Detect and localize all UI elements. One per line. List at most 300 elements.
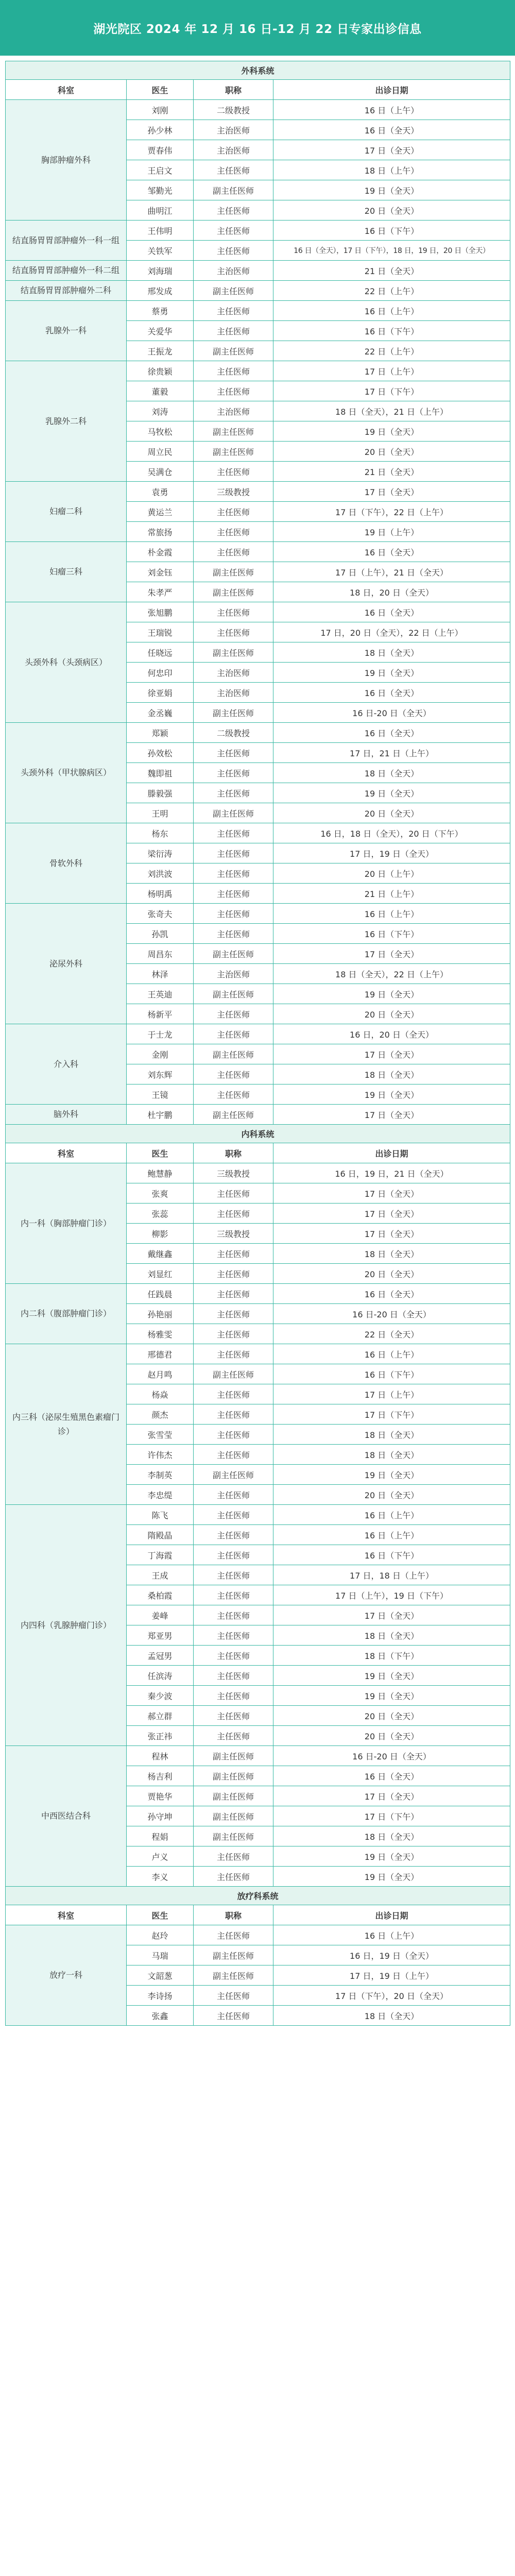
doctor-title: 副主任医师 <box>194 944 273 964</box>
doctor-title: 主任医师 <box>194 884 273 904</box>
doctor-name: 杨雅雯 <box>127 1324 194 1344</box>
doctor-name: 关爱华 <box>127 321 194 341</box>
clinic-dates: 16 日（全天） <box>273 683 510 703</box>
doctor-title: 主任医师 <box>194 160 273 180</box>
department-name: 胸部肿瘤外科 <box>6 100 127 221</box>
schedule-table <box>5 61 510 2026</box>
clinic-dates: 16 日（全天） <box>273 1284 510 1304</box>
system-row <box>6 1887 510 1905</box>
table-row <box>6 301 510 321</box>
header-dates: 出诊日期 <box>273 1143 510 1163</box>
doctor-title: 主任医师 <box>194 1867 273 1887</box>
doctor-title: 副主任医师 <box>194 442 273 462</box>
header-dept: 科室 <box>6 80 127 100</box>
clinic-dates: 17 日，19 日（全天） <box>273 843 510 863</box>
clinic-dates: 19 日（上午） <box>273 522 510 542</box>
doctor-name: 梁衍涛 <box>127 843 194 863</box>
clinic-dates: 17 日，19 日（上午） <box>273 1965 510 1986</box>
department-name: 结直肠胃胃部肿瘤外二科 <box>6 281 127 301</box>
clinic-dates: 18 日（下午） <box>273 1646 510 1666</box>
clinic-dates: 18 日（全天） <box>273 642 510 663</box>
clinic-dates: 16 日-20 日（全天） <box>273 703 510 723</box>
doctor-name: 李义 <box>127 1867 194 1887</box>
table-row <box>6 361 510 381</box>
doctor-title: 主任医师 <box>194 1244 273 1264</box>
clinic-dates: 16 日（上午） <box>273 100 510 120</box>
clinic-dates: 18 日（全天），21 日（上午） <box>273 401 510 421</box>
doctor-title: 主治医师 <box>194 120 273 140</box>
clinic-dates: 20 日（全天） <box>273 1485 510 1505</box>
doctor-name: 黄运兰 <box>127 502 194 522</box>
doctor-name: 赵玲 <box>127 1925 194 1945</box>
doctor-name: 杜宇鹏 <box>127 1105 194 1125</box>
clinic-dates: 19 日（全天） <box>273 1666 510 1686</box>
doctor-title: 主治医师 <box>194 683 273 703</box>
doctor-name: 董毅 <box>127 381 194 401</box>
clinic-dates: 19 日（全天） <box>273 1465 510 1485</box>
clinic-dates: 20 日（全天） <box>273 1004 510 1024</box>
doctor-title: 主任医师 <box>194 502 273 522</box>
doctor-name: 魏即祖 <box>127 763 194 783</box>
doctor-title: 二级教授 <box>194 723 273 743</box>
department-name: 妇瘤三科 <box>6 542 127 602</box>
clinic-dates: 18 日，20 日（全天） <box>273 582 510 602</box>
doctor-title: 主任医师 <box>194 1666 273 1686</box>
doctor-name: 于士龙 <box>127 1024 194 1044</box>
table-row <box>6 602 510 622</box>
department-name: 乳腺外二科 <box>6 361 127 482</box>
clinic-dates: 18 日（全天） <box>273 1625 510 1646</box>
system-row <box>6 1125 510 1143</box>
doctor-name: 朴金霞 <box>127 542 194 562</box>
clinic-dates: 16 日，18 日（全天），20 日（下午） <box>273 823 510 843</box>
table-row <box>6 1163 510 1183</box>
doctor-name: 陈飞 <box>127 1505 194 1525</box>
schedule-body <box>6 61 510 2026</box>
doctor-title: 主任医师 <box>194 783 273 803</box>
doctor-name: 刘海瑞 <box>127 261 194 281</box>
doctor-title: 副主任医师 <box>194 703 273 723</box>
doctor-title: 副主任医师 <box>194 1105 273 1125</box>
header-dates: 出诊日期 <box>273 1905 510 1925</box>
doctor-name: 金刚 <box>127 1044 194 1064</box>
department-name: 内四科（乳腺肿瘤门诊） <box>6 1505 127 1746</box>
department-name: 头颈外科（头颈病区） <box>6 602 127 723</box>
clinic-dates: 16 日（上午） <box>273 1344 510 1364</box>
header-dates: 出诊日期 <box>273 80 510 100</box>
clinic-dates: 19 日（全天） <box>273 663 510 683</box>
doctor-name: 任践晨 <box>127 1284 194 1304</box>
schedule-container <box>5 61 510 2026</box>
doctor-title: 主任医师 <box>194 843 273 863</box>
department-name: 结直肠胃胃部肿瘤外一科一组 <box>6 221 127 261</box>
clinic-dates: 17 日（上午） <box>273 1384 510 1404</box>
header-title: 职称 <box>194 1905 273 1925</box>
header-dept: 科室 <box>6 1143 127 1163</box>
doctor-name: 王启文 <box>127 160 194 180</box>
clinic-dates: 16 日（全天） <box>273 120 510 140</box>
doctor-name: 刘涛 <box>127 401 194 421</box>
clinic-dates: 17 日（全天） <box>273 1183 510 1204</box>
clinic-dates: 20 日（全天） <box>273 803 510 823</box>
table-header-row <box>6 1905 510 1925</box>
doctor-name: 贾艳华 <box>127 1786 194 1806</box>
table-row <box>6 1505 510 1525</box>
doctor-title: 二级教授 <box>194 100 273 120</box>
clinic-dates: 22 日（全天） <box>273 1324 510 1344</box>
department-name: 内三科（泌尿生殖黑色素瘤门诊） <box>6 1344 127 1505</box>
doctor-name: 袁勇 <box>127 482 194 502</box>
doctor-name: 马牧松 <box>127 421 194 442</box>
doctor-title: 主任医师 <box>194 1925 273 1945</box>
department-name: 放疗一科 <box>6 1925 127 2026</box>
clinic-dates: 18 日（全天），22 日（上午） <box>273 964 510 984</box>
doctor-title: 副主任医师 <box>194 1786 273 1806</box>
doctor-name: 刘刚 <box>127 100 194 120</box>
table-row <box>6 221 510 241</box>
table-row <box>6 1746 510 1766</box>
clinic-dates: 21 日（全天） <box>273 462 510 482</box>
doctor-title: 主任医师 <box>194 924 273 944</box>
doctor-title: 副主任医师 <box>194 1364 273 1384</box>
doctor-title: 副主任医师 <box>194 1746 273 1766</box>
doctor-title: 主任医师 <box>194 763 273 783</box>
doctor-title: 主任医师 <box>194 321 273 341</box>
doctor-name: 赵月鸣 <box>127 1364 194 1384</box>
doctor-title: 主任医师 <box>194 1986 273 2006</box>
doctor-title: 主任医师 <box>194 1384 273 1404</box>
clinic-dates: 18 日（全天） <box>273 2006 510 2026</box>
doctor-title: 副主任医师 <box>194 642 273 663</box>
doctor-title: 主任医师 <box>194 863 273 884</box>
doctor-title: 主任医师 <box>194 462 273 482</box>
doctor-title: 主任医师 <box>194 522 273 542</box>
doctor-title: 副主任医师 <box>194 562 273 582</box>
table-row <box>6 1925 510 1945</box>
doctor-name: 周昌东 <box>127 944 194 964</box>
doctor-name: 贾春伟 <box>127 140 194 160</box>
doctor-name: 邹勤光 <box>127 180 194 200</box>
clinic-dates: 18 日（全天） <box>273 1826 510 1846</box>
clinic-dates: 16 日，19 日，21 日（全天） <box>273 1163 510 1183</box>
clinic-dates: 16 日（全天） <box>273 602 510 622</box>
header-doctor: 医生 <box>127 1143 194 1163</box>
doctor-name: 程娟 <box>127 1826 194 1846</box>
doctor-name: 程林 <box>127 1746 194 1766</box>
table-row <box>6 100 510 120</box>
clinic-dates: 17 日（上午），21 日（全天） <box>273 562 510 582</box>
doctor-title: 主任医师 <box>194 1565 273 1585</box>
doctor-name: 常旅扬 <box>127 522 194 542</box>
doctor-name: 刘洪波 <box>127 863 194 884</box>
doctor-title: 主任医师 <box>194 301 273 321</box>
doctor-title: 主任医师 <box>194 1425 273 1445</box>
doctor-name: 金丞巍 <box>127 703 194 723</box>
system-name: 外科系统 <box>6 61 510 80</box>
department-name: 介入科 <box>6 1024 127 1105</box>
clinic-dates: 20 日（全天） <box>273 1706 510 1726</box>
header-doctor: 医生 <box>127 80 194 100</box>
clinic-dates: 18 日（全天） <box>273 1064 510 1084</box>
doctor-name: 秦少波 <box>127 1686 194 1706</box>
clinic-dates: 22 日（上午） <box>273 281 510 301</box>
table-row <box>6 1024 510 1044</box>
doctor-name: 王瑞锐 <box>127 622 194 642</box>
doctor-title: 副主任医师 <box>194 341 273 361</box>
doctor-name: 孙效松 <box>127 743 194 763</box>
doctor-title: 主任医师 <box>194 1445 273 1465</box>
clinic-dates: 17 日（全天） <box>273 1605 510 1625</box>
clinic-dates: 17 日（全天） <box>273 1786 510 1806</box>
doctor-name: 王成 <box>127 1565 194 1585</box>
doctor-name: 卢义 <box>127 1846 194 1867</box>
doctor-name: 李忠缇 <box>127 1485 194 1505</box>
clinic-dates: 19 日（全天） <box>273 984 510 1004</box>
doctor-title: 副主任医师 <box>194 803 273 823</box>
doctor-title: 主任医师 <box>194 1024 273 1044</box>
doctor-title: 主任医师 <box>194 381 273 401</box>
clinic-dates: 21 日（全天） <box>273 261 510 281</box>
table-row <box>6 823 510 843</box>
doctor-name: 张爽 <box>127 1183 194 1204</box>
doctor-title: 主任医师 <box>194 1585 273 1605</box>
clinic-dates: 16 日，19 日（全天） <box>273 1945 510 1965</box>
clinic-dates: 19 日（全天） <box>273 1084 510 1105</box>
clinic-dates: 19 日（全天） <box>273 1686 510 1706</box>
doctor-name: 孙凯 <box>127 924 194 944</box>
doctor-title: 主任医师 <box>194 1706 273 1726</box>
clinic-dates: 17 日，18 日（上午） <box>273 1565 510 1585</box>
doctor-name: 戴继鑫 <box>127 1244 194 1264</box>
doctor-name: 鲍慧静 <box>127 1163 194 1183</box>
doctor-title: 主任医师 <box>194 602 273 622</box>
clinic-dates: 16 日（上午） <box>273 1505 510 1525</box>
clinic-dates: 18 日（全天） <box>273 1445 510 1465</box>
clinic-dates: 19 日（全天） <box>273 421 510 442</box>
doctor-name: 蔡勇 <box>127 301 194 321</box>
doctor-name: 张奇夫 <box>127 904 194 924</box>
doctor-name: 任滨涛 <box>127 1666 194 1686</box>
doctor-name: 杨东 <box>127 823 194 843</box>
doctor-title: 主任医师 <box>194 1204 273 1224</box>
doctor-name: 孙艳丽 <box>127 1304 194 1324</box>
doctor-name: 张鑫 <box>127 2006 194 2026</box>
doctor-name: 孙少林 <box>127 120 194 140</box>
doctor-title: 副主任医师 <box>194 1044 273 1064</box>
doctor-title: 主任医师 <box>194 1505 273 1525</box>
clinic-dates: 16 日（下午） <box>273 1364 510 1384</box>
doctor-title: 副主任医师 <box>194 1826 273 1846</box>
doctor-name: 何忠印 <box>127 663 194 683</box>
clinic-dates: 17 日（上午） <box>273 361 510 381</box>
clinic-dates: 17 日（全天） <box>273 1044 510 1064</box>
doctor-title: 副主任医师 <box>194 984 273 1004</box>
system-name: 放疗科系统 <box>6 1887 510 1905</box>
clinic-dates: 19 日（全天） <box>273 1867 510 1887</box>
doctor-title: 主任医师 <box>194 1304 273 1324</box>
system-row <box>6 61 510 80</box>
doctor-name: 郑亚男 <box>127 1625 194 1646</box>
clinic-dates: 16 日（上午） <box>273 1925 510 1945</box>
clinic-dates: 17 日（下午） <box>273 381 510 401</box>
table-row <box>6 904 510 924</box>
doctor-title: 副主任医师 <box>194 1945 273 1965</box>
doctor-title: 主任医师 <box>194 1064 273 1084</box>
clinic-dates: 17 日（上午），19 日（下午） <box>273 1585 510 1605</box>
doctor-title: 主任医师 <box>194 1485 273 1505</box>
doctor-title: 主治医师 <box>194 140 273 160</box>
department-name: 内一科（胸部肿瘤门诊） <box>6 1163 127 1284</box>
doctor-name: 林泽 <box>127 964 194 984</box>
doctor-title: 主任医师 <box>194 1726 273 1746</box>
doctor-name: 徐亚娟 <box>127 683 194 703</box>
doctor-name: 张雪莹 <box>127 1425 194 1445</box>
clinic-dates: 22 日（上午） <box>273 341 510 361</box>
doctor-name: 杨焱 <box>127 1384 194 1404</box>
clinic-dates: 20 日（上午） <box>273 863 510 884</box>
clinic-dates: 17 日（下午） <box>273 1806 510 1826</box>
doctor-name: 张正祎 <box>127 1726 194 1746</box>
doctor-title: 副主任医师 <box>194 421 273 442</box>
doctor-name: 丁海霞 <box>127 1545 194 1565</box>
doctor-title: 主任医师 <box>194 1404 273 1425</box>
doctor-title: 三级教授 <box>194 482 273 502</box>
clinic-dates: 17 日，21 日（上午） <box>273 743 510 763</box>
header-doctor: 医生 <box>127 1905 194 1925</box>
clinic-dates: 18 日（全天） <box>273 1244 510 1264</box>
clinic-dates: 20 日（全天） <box>273 1726 510 1746</box>
doctor-title: 三级教授 <box>194 1163 273 1183</box>
doctor-title: 主任医师 <box>194 542 273 562</box>
clinic-dates: 16 日（下午） <box>273 1545 510 1565</box>
clinic-dates: 17 日（全天） <box>273 1105 510 1125</box>
doctor-title: 三级教授 <box>194 1224 273 1244</box>
doctor-name: 关铁军 <box>127 241 194 261</box>
department-name: 头颈外科（甲状腺病区） <box>6 723 127 823</box>
doctor-name: 刘显红 <box>127 1264 194 1284</box>
table-row <box>6 1105 510 1125</box>
doctor-name: 姜峰 <box>127 1605 194 1625</box>
doctor-title: 主任医师 <box>194 200 273 221</box>
clinic-dates: 19 日（全天） <box>273 180 510 200</box>
clinic-dates: 17 日（全天） <box>273 140 510 160</box>
clinic-dates: 16 日（上午） <box>273 1525 510 1545</box>
table-header-row <box>6 80 510 100</box>
clinic-dates: 16 日（全天），17 日（下午），18 日，19 日，20 日（全天） <box>273 241 510 261</box>
doctor-name: 王英迪 <box>127 984 194 1004</box>
doctor-title: 主任医师 <box>194 823 273 843</box>
title-bar <box>0 0 515 56</box>
doctor-title: 主任医师 <box>194 1525 273 1545</box>
clinic-dates: 18 日（全天） <box>273 763 510 783</box>
doctor-name: 邢德君 <box>127 1344 194 1364</box>
clinic-dates: 16 日（上午） <box>273 301 510 321</box>
clinic-dates: 17 日（全天） <box>273 1204 510 1224</box>
doctor-name: 徐贵颖 <box>127 361 194 381</box>
clinic-dates: 17 日，20 日（全天），22 日（上午） <box>273 622 510 642</box>
doctor-name: 刘金钰 <box>127 562 194 582</box>
clinic-dates: 20 日（全天） <box>273 200 510 221</box>
doctor-name: 杨明禹 <box>127 884 194 904</box>
doctor-name: 李诗扬 <box>127 1986 194 2006</box>
header-dept: 科室 <box>6 1905 127 1925</box>
doctor-title: 主任医师 <box>194 1686 273 1706</box>
doctor-title: 主任医师 <box>194 361 273 381</box>
doctor-title: 主任医师 <box>194 1646 273 1666</box>
clinic-dates: 16 日（下午） <box>273 321 510 341</box>
doctor-title: 副主任医师 <box>194 1965 273 1986</box>
clinic-dates: 16 日（全天） <box>273 1766 510 1786</box>
doctor-title: 副主任医师 <box>194 180 273 200</box>
doctor-title: 主任医师 <box>194 904 273 924</box>
clinic-dates: 18 日（上午） <box>273 160 510 180</box>
doctor-title: 主任医师 <box>194 1625 273 1646</box>
doctor-title: 主任医师 <box>194 1846 273 1867</box>
doctor-title: 主任医师 <box>194 1084 273 1105</box>
doctor-name: 张蕊 <box>127 1204 194 1224</box>
clinic-dates: 17 日（全天） <box>273 1224 510 1244</box>
doctor-name: 王镜 <box>127 1084 194 1105</box>
doctor-title: 主任医师 <box>194 1183 273 1204</box>
clinic-dates: 16 日-20 日（全天） <box>273 1746 510 1766</box>
doctor-name: 任晓远 <box>127 642 194 663</box>
doctor-name: 曲明江 <box>127 200 194 221</box>
doctor-title: 副主任医师 <box>194 582 273 602</box>
doctor-name: 李制英 <box>127 1465 194 1485</box>
table-header-row <box>6 1143 510 1163</box>
doctor-name: 滕毅强 <box>127 783 194 803</box>
doctor-name: 文韶葱 <box>127 1965 194 1986</box>
doctor-title: 主任医师 <box>194 1284 273 1304</box>
doctor-name: 孙守坤 <box>127 1806 194 1826</box>
table-row <box>6 1344 510 1364</box>
clinic-dates: 17 日（下午），20 日（全天） <box>273 1986 510 2006</box>
clinic-dates: 18 日（全天） <box>273 1425 510 1445</box>
doctor-title: 主任医师 <box>194 743 273 763</box>
doctor-name: 郑颖 <box>127 723 194 743</box>
doctor-title: 主任医师 <box>194 1545 273 1565</box>
clinic-dates: 19 日（全天） <box>273 1846 510 1867</box>
clinic-dates: 16 日，20 日（全天） <box>273 1024 510 1044</box>
header-title: 职称 <box>194 1143 273 1163</box>
table-row <box>6 542 510 562</box>
doctor-title: 主治医师 <box>194 261 273 281</box>
clinic-dates: 20 日（全天） <box>273 442 510 462</box>
header-title: 职称 <box>194 80 273 100</box>
clinic-dates: 17 日（全天） <box>273 482 510 502</box>
clinic-dates: 16 日（下午） <box>273 221 510 241</box>
doctor-name: 王明 <box>127 803 194 823</box>
table-row <box>6 1284 510 1304</box>
doctor-name: 许伟杰 <box>127 1445 194 1465</box>
clinic-dates: 19 日（全天） <box>273 783 510 803</box>
doctor-title: 主治医师 <box>194 663 273 683</box>
doctor-title: 主任医师 <box>194 1264 273 1284</box>
doctor-name: 颜杰 <box>127 1404 194 1425</box>
doctor-name: 杨新平 <box>127 1004 194 1024</box>
doctor-name: 周立民 <box>127 442 194 462</box>
doctor-title: 主任医师 <box>194 2006 273 2026</box>
table-row <box>6 281 510 301</box>
doctor-title: 主任医师 <box>194 241 273 261</box>
doctor-name: 王伟明 <box>127 221 194 241</box>
department-name: 妇瘤二科 <box>6 482 127 542</box>
doctor-title: 主任医师 <box>194 1605 273 1625</box>
department-name: 脑外科 <box>6 1105 127 1125</box>
clinic-dates: 20 日（全天） <box>273 1264 510 1284</box>
doctor-title: 副主任医师 <box>194 1465 273 1485</box>
doctor-name: 桑柏霞 <box>127 1585 194 1605</box>
